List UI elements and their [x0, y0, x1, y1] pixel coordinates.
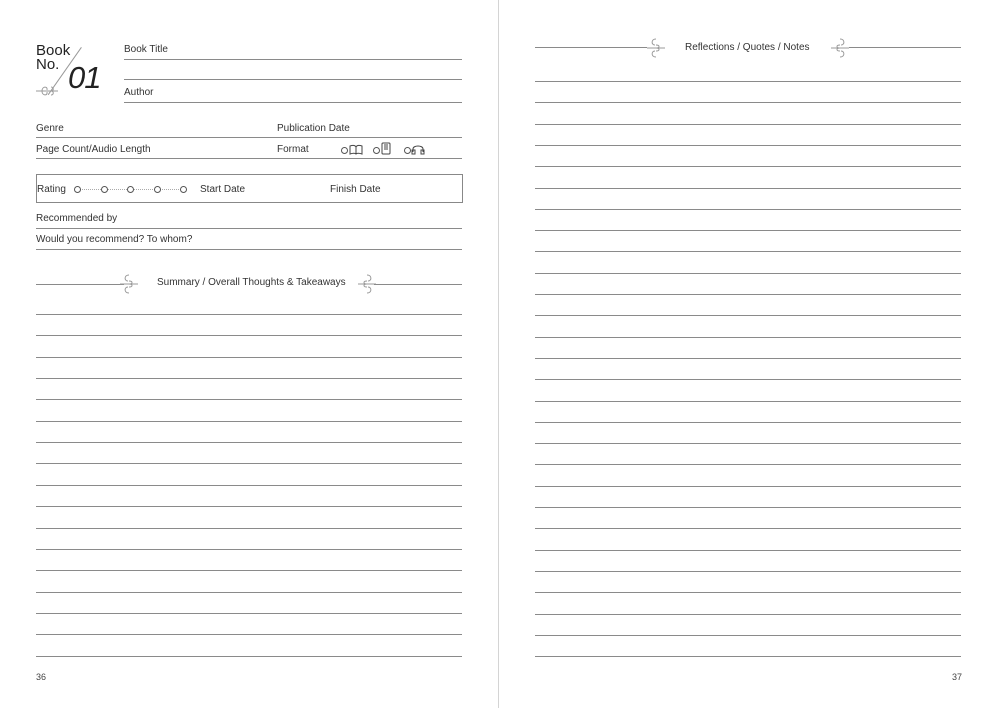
- summary-line[interactable]: [36, 463, 462, 464]
- notes-line[interactable]: [535, 550, 961, 551]
- summary-line[interactable]: [36, 613, 462, 614]
- notes-line[interactable]: [535, 507, 961, 508]
- notes-flourish-right-icon: [829, 36, 851, 60]
- notes-line[interactable]: [535, 124, 961, 125]
- summary-line[interactable]: [36, 634, 462, 635]
- format-label: Format: [277, 144, 309, 155]
- notes-line[interactable]: [535, 145, 961, 146]
- summary-line[interactable]: [36, 656, 462, 657]
- rating-point-1[interactable]: [74, 186, 81, 193]
- summary-rule-right: [374, 284, 462, 285]
- rating-label: Rating: [37, 184, 66, 195]
- summary-line[interactable]: [36, 378, 462, 379]
- page-number-left: 36: [36, 672, 47, 682]
- book-title-field-line-2[interactable]: [124, 79, 462, 80]
- author-label: Author: [124, 87, 154, 98]
- notes-line[interactable]: [535, 464, 961, 465]
- notes-rule-right: [849, 47, 961, 48]
- notes-line[interactable]: [535, 102, 961, 103]
- notes-line[interactable]: [535, 251, 961, 252]
- notes-line[interactable]: [535, 294, 961, 295]
- headphones-icon: [411, 143, 425, 155]
- summary-line[interactable]: [36, 335, 462, 336]
- summary-line[interactable]: [36, 549, 462, 550]
- notes-line[interactable]: [535, 592, 961, 593]
- summary-line[interactable]: [36, 421, 462, 422]
- summary-rule-left: [36, 284, 124, 285]
- notes-line[interactable]: [535, 486, 961, 487]
- would-recommend-label: Would you recommend? To whom?: [36, 234, 193, 245]
- notes-line[interactable]: [535, 188, 961, 189]
- book-gutter: [498, 0, 499, 708]
- open-book-icon: [349, 144, 363, 155]
- notes-line[interactable]: [535, 273, 961, 274]
- would-recommend-field[interactable]: [36, 249, 462, 250]
- rating-point-2[interactable]: [101, 186, 108, 193]
- book-number: 01: [68, 60, 101, 95]
- summary-line[interactable]: [36, 399, 462, 400]
- notes-line[interactable]: [535, 656, 961, 657]
- format-ebook-checkbox[interactable]: [373, 147, 380, 154]
- genre-label: Genre: [36, 123, 64, 134]
- notes-line[interactable]: [535, 379, 961, 380]
- notes-line[interactable]: [535, 422, 961, 423]
- notes-flourish-left-icon: [645, 36, 667, 60]
- notes-line[interactable]: [535, 230, 961, 231]
- book-label-line-1: Book: [36, 42, 71, 59]
- notes-line[interactable]: [535, 166, 961, 167]
- notes-rule-left: [535, 47, 647, 48]
- pagecount-format-field[interactable]: [36, 158, 462, 159]
- format-audio-checkbox[interactable]: [404, 147, 411, 154]
- summary-line[interactable]: [36, 314, 462, 315]
- notes-heading: Reflections / Quotes / Notes: [685, 42, 810, 53]
- ereader-icon: [381, 142, 391, 155]
- rating-point-4[interactable]: [154, 186, 161, 193]
- summary-line[interactable]: [36, 506, 462, 507]
- genre-pubdate-field[interactable]: [36, 137, 462, 138]
- format-print-checkbox[interactable]: [341, 147, 348, 154]
- notes-line[interactable]: [535, 358, 961, 359]
- notes-line[interactable]: [535, 614, 961, 615]
- book-label-line-2: No.: [36, 56, 60, 73]
- summary-line[interactable]: [36, 442, 462, 443]
- summary-line[interactable]: [36, 485, 462, 486]
- notes-line[interactable]: [535, 528, 961, 529]
- summary-heading: Summary / Overall Thoughts & Takeaways: [157, 277, 346, 288]
- recommended-by-label: Recommended by: [36, 213, 118, 224]
- book-title-field[interactable]: [124, 59, 462, 60]
- rating-point-3[interactable]: [127, 186, 134, 193]
- author-field[interactable]: [124, 102, 462, 103]
- right-page: [500, 0, 997, 708]
- notes-line[interactable]: [535, 337, 961, 338]
- notes-line[interactable]: [535, 315, 961, 316]
- summary-line[interactable]: [36, 528, 462, 529]
- notes-line[interactable]: [535, 443, 961, 444]
- rating-point-5[interactable]: [180, 186, 187, 193]
- summary-line[interactable]: [36, 592, 462, 593]
- notes-line[interactable]: [535, 81, 961, 82]
- book-title-label: Book Title: [124, 44, 168, 55]
- page-number-right: 37: [952, 672, 963, 682]
- notes-line[interactable]: [535, 635, 961, 636]
- recommended-by-field[interactable]: [36, 228, 462, 229]
- notes-line[interactable]: [535, 571, 961, 572]
- notes-line[interactable]: [535, 401, 961, 402]
- start-date-label: Start Date: [200, 184, 246, 195]
- summary-line[interactable]: [36, 357, 462, 358]
- publication-date-label: Publication Date: [277, 123, 350, 134]
- badge-ornament-icon: [34, 82, 60, 100]
- summary-line[interactable]: [36, 570, 462, 571]
- flourish-left-icon: [118, 272, 140, 296]
- page-count-label: Page Count/Audio Length: [36, 144, 151, 155]
- notes-line[interactable]: [535, 209, 961, 210]
- finish-date-label: Finish Date: [330, 184, 381, 195]
